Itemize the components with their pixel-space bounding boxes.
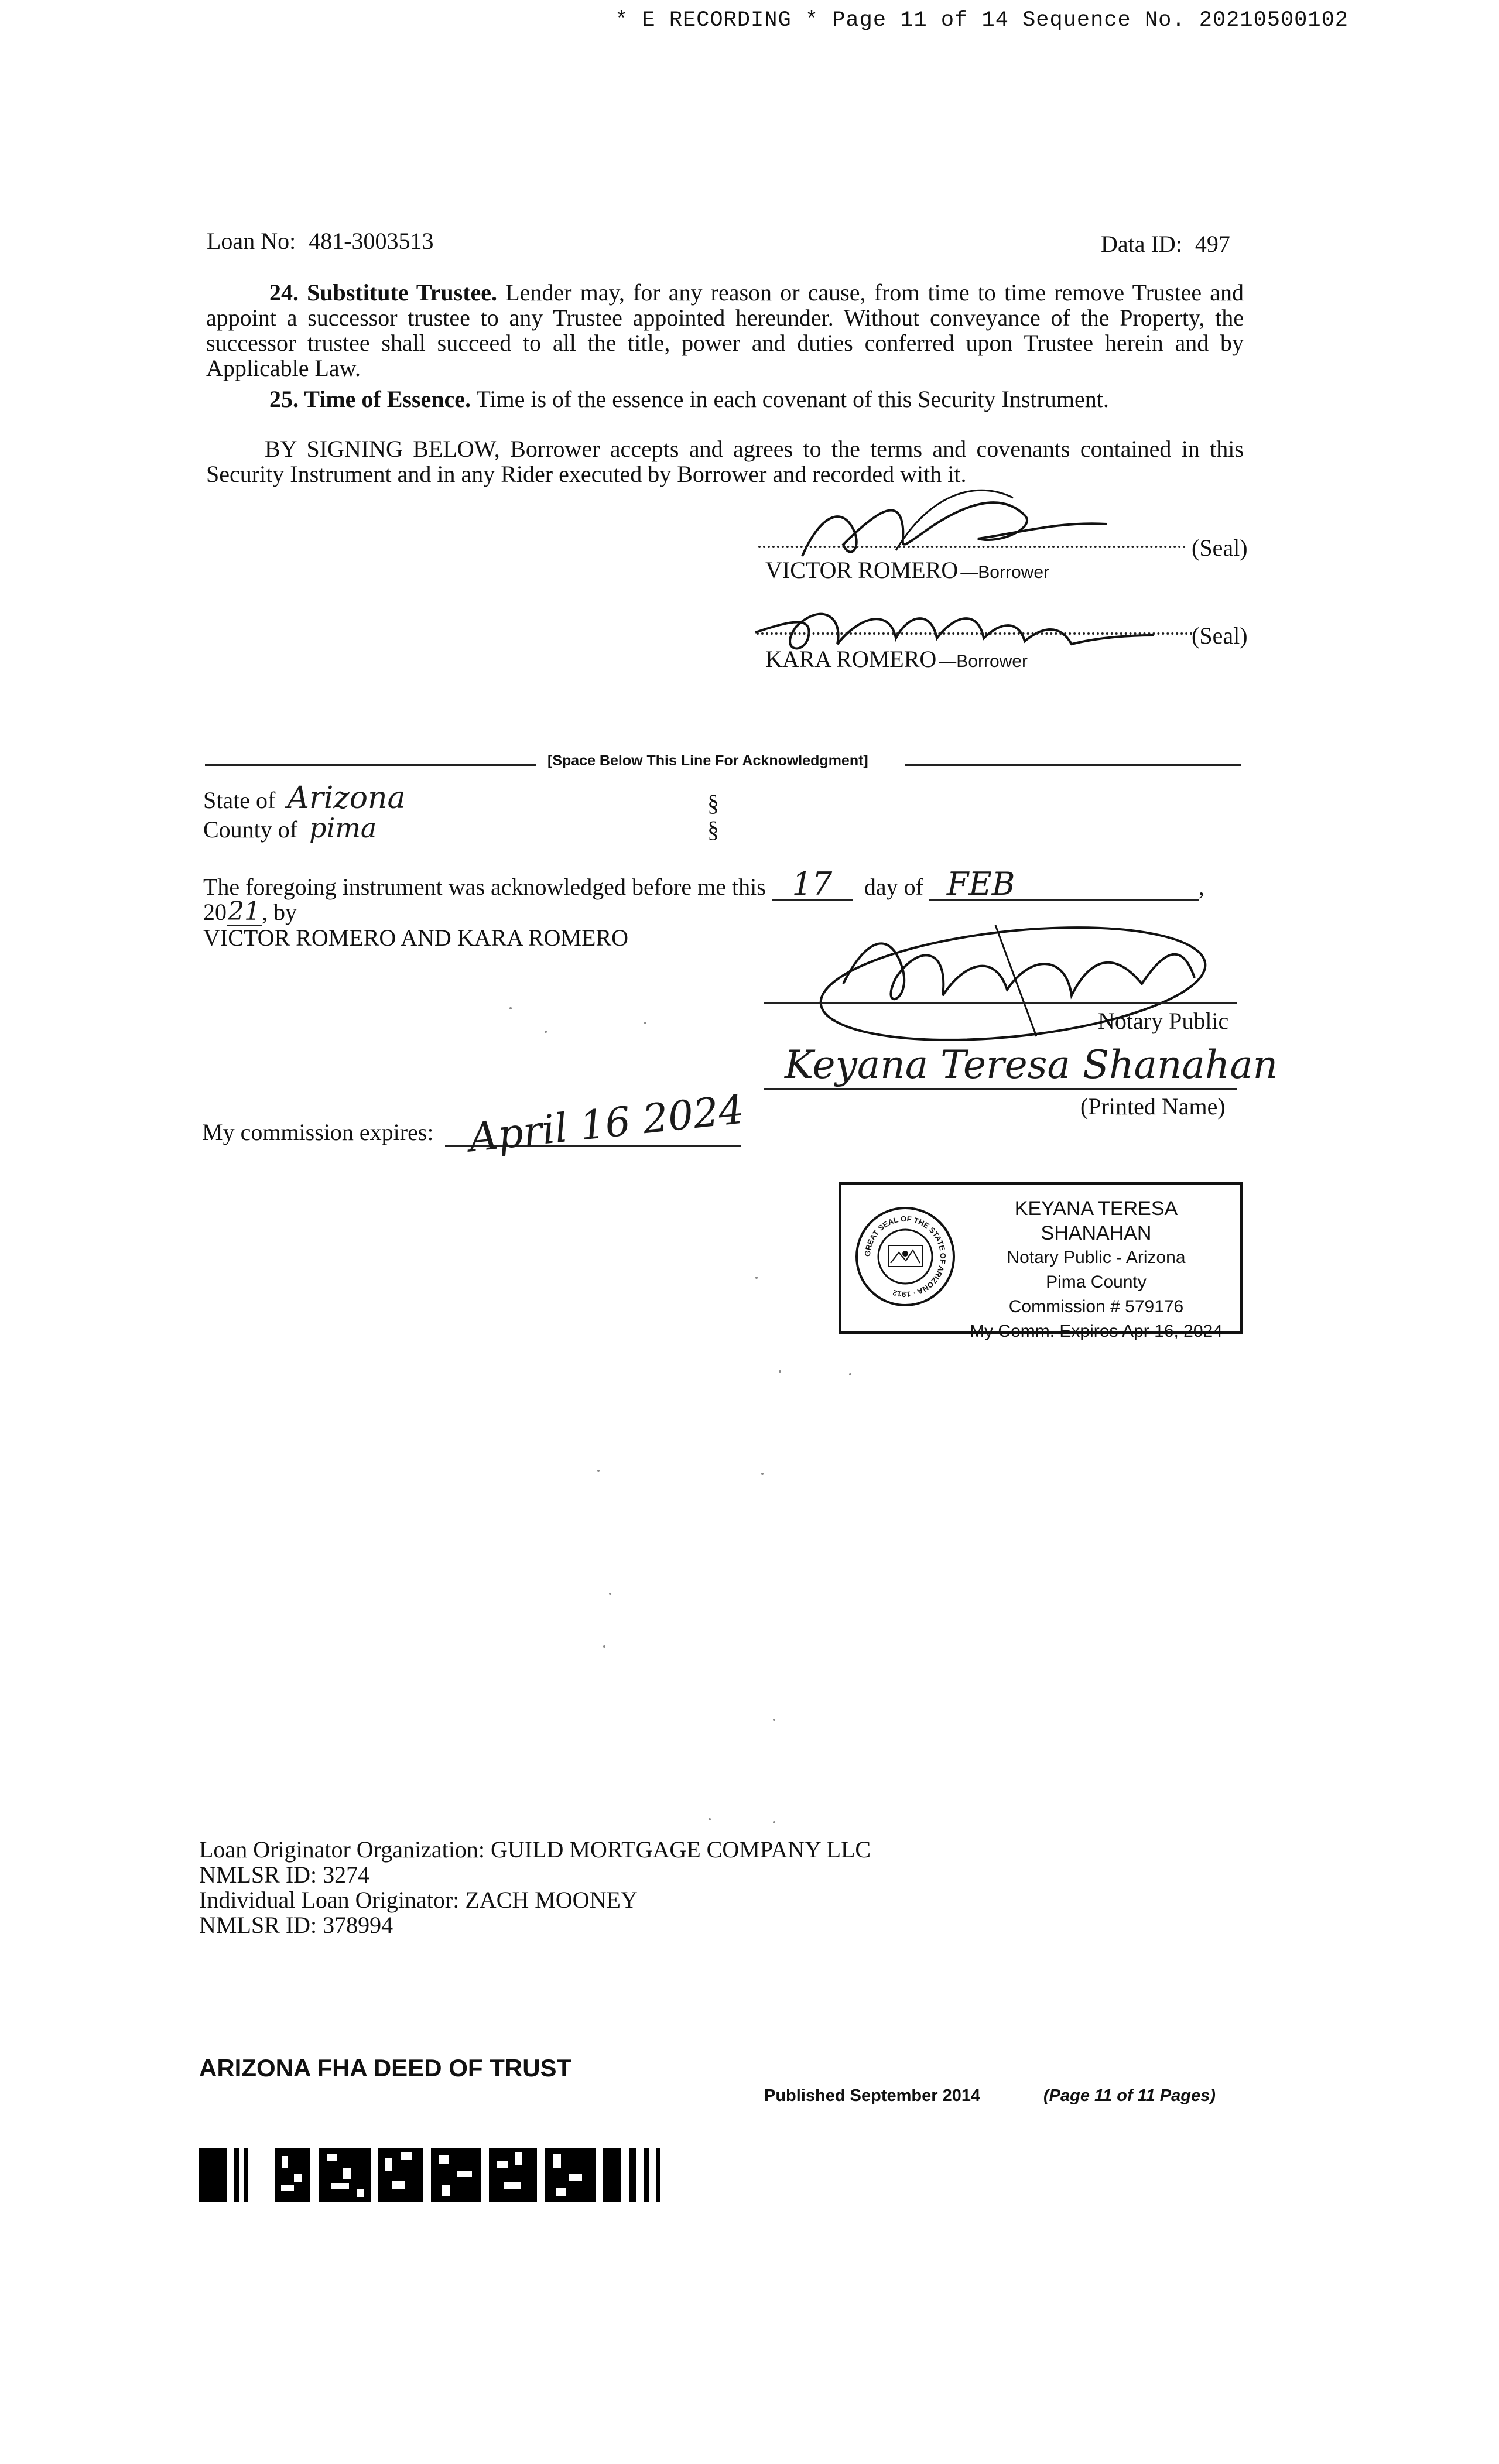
loan-number-label: Loan No:	[207, 228, 296, 254]
commission-value: April 16 2024	[467, 1086, 747, 1162]
printed-name-line	[764, 1088, 1237, 1090]
data-id-value: 497	[1195, 231, 1230, 257]
borrower2-signature-line	[757, 632, 1193, 635]
borrower2-caption	[765, 645, 1028, 673]
borrower2-name: KARA ROMERO	[765, 646, 937, 672]
ack-divider-right	[905, 764, 1241, 766]
loan-number-value: 481-3003513	[309, 228, 434, 254]
section-24	[206, 280, 1244, 381]
borrower1-seal: (Seal)	[1192, 535, 1248, 561]
borrower1-signature-line	[758, 546, 1186, 548]
ack-divider-left	[205, 764, 536, 766]
form-title: ARIZONA FHA DEED OF TRUST	[199, 2054, 572, 2082]
section-24-heading: 24. Substitute Trustee.	[269, 279, 498, 306]
document-barcode-graphic	[199, 2148, 761, 2202]
stamp-name: KEYANA TERESA SHANAHAN	[1014, 1197, 1178, 1244]
originator-org: Loan Originator Organization: GUILD MORTGAGE COMPANY LLC	[199, 1836, 871, 1863]
seal-text: GREAT SEAL OF THE STATE OF ARIZONA · 1912	[863, 1214, 948, 1299]
section-25-text: Time is of the essence in each covenant of this Security Instrument.	[476, 386, 1109, 412]
by-label: , by	[262, 899, 297, 925]
borrower1-role: —Borrower	[960, 563, 1049, 582]
state-seal	[855, 1207, 955, 1306]
year-line	[203, 896, 297, 926]
section-24-text: Lender may, for any reason or cause, from time to time remove Trustee and appoint a successor trustee to any Trustee appointed hereunder. Without conveyance of the Property, the successor trustee shall succeed to all the title, power and duties conferred upon Trustee herein and by Applicable Law.	[206, 279, 1244, 381]
originator-individual-nmlsr: NMLSR ID: 378994	[199, 1912, 393, 1938]
day-value: 17	[792, 865, 833, 902]
signing-statement-text: BY SIGNING BELOW, Borrower accepts and agrees to the terms and covenants contained in this Security Instrument and in any Rider executed by Borrower and recorded with it.	[206, 436, 1244, 487]
ack-divider-label: [Space Below This Line For Acknowledgment]	[547, 752, 868, 769]
state-seal-graphic	[858, 1209, 953, 1304]
foregoing-line: The foregoing instrument was acknowledged before me this 17 day of FEB ,	[203, 865, 1204, 902]
originator-individual: Individual Loan Originator: ZACH MOONEY	[199, 1887, 638, 1913]
section-25	[269, 386, 1265, 412]
state-line	[203, 781, 406, 816]
printed-name-value: Keyana Teresa Shanahan	[785, 1042, 1278, 1087]
month-value: FEB	[946, 865, 1015, 902]
stamp-commission: Commission # 579176	[1008, 1297, 1184, 1316]
page-count: (Page 11 of 11 Pages)	[1043, 2086, 1216, 2105]
day-of-label: day of	[864, 874, 923, 900]
originator-org-nmlsr: NMLSR ID: 3274	[199, 1861, 370, 1888]
stamp-title: Notary Public - Arizona	[1007, 1248, 1186, 1267]
commission-label: My commission expires:	[202, 1119, 434, 1145]
originator-block	[199, 1837, 1077, 1938]
borrower1-name: VICTOR ROMERO	[765, 557, 959, 583]
loan-number	[207, 228, 434, 254]
recording-header: * E RECORDING * Page 11 of 14 Sequence No. 20210500102	[615, 8, 1349, 33]
borrower1-signature	[755, 480, 1200, 568]
year-prefix: 20	[203, 899, 227, 925]
county-section-symbol: §	[707, 816, 719, 843]
borrower1-caption	[765, 556, 1049, 584]
section-25-heading: 25. Time of Essence.	[269, 386, 471, 412]
published-date: Published September 2014	[764, 2086, 981, 2105]
stamp-details	[959, 1196, 1234, 1344]
notary-signature-line	[764, 1002, 1237, 1004]
year-value: 21	[228, 896, 261, 926]
stamp-expires: My Comm. Expires Apr 16, 2024	[970, 1322, 1223, 1341]
state-label: State of	[203, 787, 276, 813]
borrower1-signature-scribble	[755, 480, 1200, 568]
county-line	[203, 812, 377, 844]
data-id	[1101, 231, 1230, 256]
data-id-label: Data ID:	[1101, 231, 1182, 257]
signing-statement	[206, 436, 1244, 487]
borrower2-role: —Borrower	[939, 652, 1028, 671]
state-section-symbol: §	[707, 790, 719, 816]
printed-name-label: (Printed Name)	[1080, 1093, 1226, 1120]
stamp-county: Pima County	[1046, 1272, 1147, 1292]
county-value: pima	[309, 812, 377, 844]
foregoing-text: The foregoing instrument was acknowledged before me this	[203, 874, 766, 900]
parties-line: VICTOR ROMERO AND KARA ROMERO	[203, 925, 629, 951]
notary-public-label: Notary Public	[1098, 1008, 1229, 1034]
county-label: County of	[203, 816, 298, 843]
state-value: Arizona	[287, 781, 406, 816]
notary-stamp	[839, 1182, 1243, 1341]
borrower2-seal: (Seal)	[1192, 622, 1248, 649]
document-barcode	[199, 2148, 761, 2202]
